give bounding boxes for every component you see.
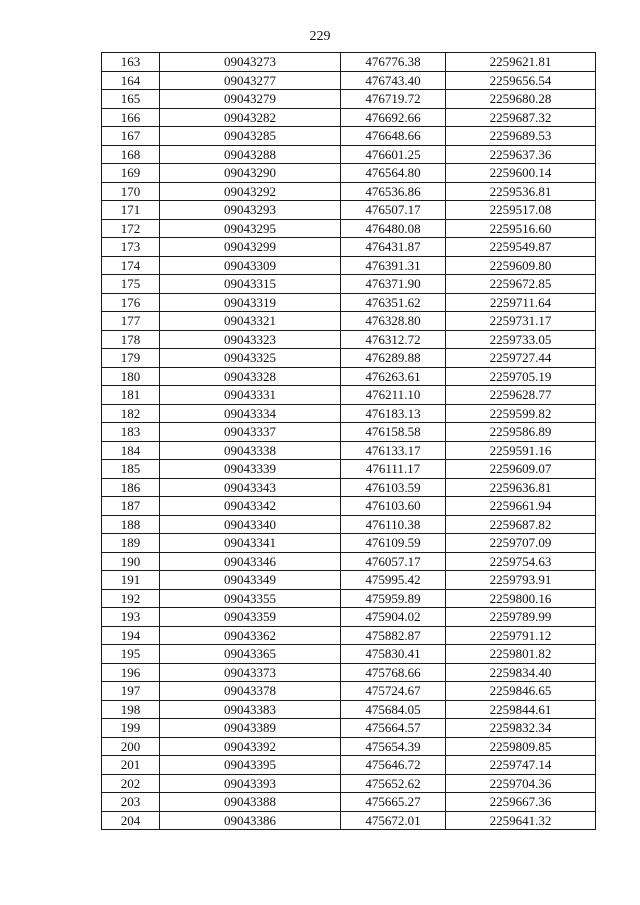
- point-id-cell: 09043277: [160, 71, 341, 90]
- x-coordinate-cell: 476601.25: [341, 145, 446, 164]
- table-row: [102, 108, 596, 127]
- point-id-cell: 09043342: [160, 497, 341, 516]
- row-number-cell: 166: [102, 108, 160, 127]
- table-row: [102, 164, 596, 183]
- y-coordinate-cell: 2259793.91: [446, 571, 596, 590]
- y-coordinate-cell: 2259549.87: [446, 238, 596, 257]
- point-id-cell: 09043319: [160, 293, 341, 312]
- point-id-cell: 09043339: [160, 460, 341, 479]
- point-id-cell: 09043359: [160, 608, 341, 627]
- y-coordinate-cell: 2259689.53: [446, 127, 596, 146]
- table-row: [102, 515, 596, 534]
- point-id-cell: 09043337: [160, 423, 341, 442]
- table-row: [102, 478, 596, 497]
- y-coordinate-cell: 2259844.61: [446, 700, 596, 719]
- row-number-cell: 165: [102, 90, 160, 109]
- row-number-cell: 192: [102, 589, 160, 608]
- table-row: [102, 571, 596, 590]
- row-number-cell: 203: [102, 793, 160, 812]
- y-coordinate-cell: 2259586.89: [446, 423, 596, 442]
- point-id-cell: 09043315: [160, 275, 341, 294]
- table-row: [102, 330, 596, 349]
- y-coordinate-cell: 2259733.05: [446, 330, 596, 349]
- x-coordinate-cell: 476312.72: [341, 330, 446, 349]
- row-number-cell: 183: [102, 423, 160, 442]
- row-number-cell: 179: [102, 349, 160, 368]
- y-coordinate-cell: 2259747.14: [446, 756, 596, 775]
- table-row: [102, 756, 596, 775]
- row-number-cell: 190: [102, 552, 160, 571]
- table-row: [102, 626, 596, 645]
- point-id-cell: 09043393: [160, 774, 341, 793]
- point-id-cell: 09043285: [160, 127, 341, 146]
- row-number-cell: 167: [102, 127, 160, 146]
- y-coordinate-cell: 2259789.99: [446, 608, 596, 627]
- y-coordinate-cell: 2259636.81: [446, 478, 596, 497]
- point-id-cell: 09043323: [160, 330, 341, 349]
- x-coordinate-cell: 476564.80: [341, 164, 446, 183]
- point-id-cell: 09043373: [160, 663, 341, 682]
- y-coordinate-cell: 2259754.63: [446, 552, 596, 571]
- row-number-cell: 185: [102, 460, 160, 479]
- row-number-cell: 201: [102, 756, 160, 775]
- point-id-cell: 09043340: [160, 515, 341, 534]
- x-coordinate-cell: 475724.67: [341, 682, 446, 701]
- coordinates-table-body: [102, 53, 596, 830]
- y-coordinate-cell: 2259834.40: [446, 663, 596, 682]
- table-row: [102, 127, 596, 146]
- point-id-cell: 09043282: [160, 108, 341, 127]
- x-coordinate-cell: 476480.08: [341, 219, 446, 238]
- y-coordinate-cell: 2259809.85: [446, 737, 596, 756]
- x-coordinate-cell: 475684.05: [341, 700, 446, 719]
- x-coordinate-cell: 475672.01: [341, 811, 446, 830]
- table-row: [102, 71, 596, 90]
- row-number-cell: 193: [102, 608, 160, 627]
- x-coordinate-cell: 475768.66: [341, 663, 446, 682]
- table-row: [102, 386, 596, 405]
- y-coordinate-cell: 2259731.17: [446, 312, 596, 331]
- coordinates-table: [101, 52, 596, 830]
- table-row: [102, 737, 596, 756]
- y-coordinate-cell: 2259800.16: [446, 589, 596, 608]
- row-number-cell: 174: [102, 256, 160, 275]
- point-id-cell: 09043338: [160, 441, 341, 460]
- x-coordinate-cell: 476211.10: [341, 386, 446, 405]
- table-row: [102, 793, 596, 812]
- row-number-cell: 176: [102, 293, 160, 312]
- point-id-cell: 09043386: [160, 811, 341, 830]
- point-id-cell: 09043341: [160, 534, 341, 553]
- x-coordinate-cell: 476743.40: [341, 71, 446, 90]
- y-coordinate-cell: 2259609.80: [446, 256, 596, 275]
- point-id-cell: 09043331: [160, 386, 341, 405]
- x-coordinate-cell: 475664.57: [341, 719, 446, 738]
- table-row: [102, 256, 596, 275]
- table-row: [102, 682, 596, 701]
- table-row: [102, 275, 596, 294]
- row-number-cell: 168: [102, 145, 160, 164]
- point-id-cell: 09043378: [160, 682, 341, 701]
- x-coordinate-cell: 476103.59: [341, 478, 446, 497]
- row-number-cell: 198: [102, 700, 160, 719]
- x-coordinate-cell: 476371.90: [341, 275, 446, 294]
- row-number-cell: 195: [102, 645, 160, 664]
- row-number-cell: 187: [102, 497, 160, 516]
- point-id-cell: 09043328: [160, 367, 341, 386]
- table-row: [102, 182, 596, 201]
- y-coordinate-cell: 2259707.09: [446, 534, 596, 553]
- y-coordinate-cell: 2259705.19: [446, 367, 596, 386]
- x-coordinate-cell: 476289.88: [341, 349, 446, 368]
- table-row: [102, 238, 596, 257]
- y-coordinate-cell: 2259687.82: [446, 515, 596, 534]
- table-row: [102, 349, 596, 368]
- y-coordinate-cell: 2259516.60: [446, 219, 596, 238]
- row-number-cell: 189: [102, 534, 160, 553]
- point-id-cell: 09043365: [160, 645, 341, 664]
- y-coordinate-cell: 2259846.65: [446, 682, 596, 701]
- table-row: [102, 552, 596, 571]
- y-coordinate-cell: 2259628.77: [446, 386, 596, 405]
- table-row: [102, 774, 596, 793]
- table-row: [102, 423, 596, 442]
- row-number-cell: 163: [102, 53, 160, 72]
- y-coordinate-cell: 2259637.36: [446, 145, 596, 164]
- point-id-cell: 09043346: [160, 552, 341, 571]
- point-id-cell: 09043292: [160, 182, 341, 201]
- x-coordinate-cell: 476536.86: [341, 182, 446, 201]
- row-number-cell: 164: [102, 71, 160, 90]
- row-number-cell: 182: [102, 404, 160, 423]
- page-number: 229: [309, 29, 331, 44]
- point-id-cell: 09043290: [160, 164, 341, 183]
- point-id-cell: 09043279: [160, 90, 341, 109]
- row-number-cell: 199: [102, 719, 160, 738]
- row-number-cell: 172: [102, 219, 160, 238]
- x-coordinate-cell: 476111.17: [341, 460, 446, 479]
- row-number-cell: 202: [102, 774, 160, 793]
- point-id-cell: 09043343: [160, 478, 341, 497]
- x-coordinate-cell: 476692.66: [341, 108, 446, 127]
- point-id-cell: 09043325: [160, 349, 341, 368]
- row-number-cell: 173: [102, 238, 160, 257]
- point-id-cell: 09043395: [160, 756, 341, 775]
- table-row: [102, 293, 596, 312]
- table-row: [102, 441, 596, 460]
- table-row: [102, 719, 596, 738]
- table-row: [102, 534, 596, 553]
- x-coordinate-cell: 475646.72: [341, 756, 446, 775]
- point-id-cell: 09043362: [160, 626, 341, 645]
- point-id-cell: 09043349: [160, 571, 341, 590]
- row-number-cell: 191: [102, 571, 160, 590]
- table-row: [102, 404, 596, 423]
- point-id-cell: 09043388: [160, 793, 341, 812]
- y-coordinate-cell: 2259599.82: [446, 404, 596, 423]
- row-number-cell: 178: [102, 330, 160, 349]
- point-id-cell: 09043392: [160, 737, 341, 756]
- x-coordinate-cell: 475665.27: [341, 793, 446, 812]
- table-row: [102, 367, 596, 386]
- point-id-cell: 09043383: [160, 700, 341, 719]
- y-coordinate-cell: 2259656.54: [446, 71, 596, 90]
- row-number-cell: 175: [102, 275, 160, 294]
- point-id-cell: 09043355: [160, 589, 341, 608]
- table-row: [102, 589, 596, 608]
- y-coordinate-cell: 2259517.08: [446, 201, 596, 220]
- point-id-cell: 09043295: [160, 219, 341, 238]
- table-row: [102, 145, 596, 164]
- y-coordinate-cell: 2259704.36: [446, 774, 596, 793]
- x-coordinate-cell: 476133.17: [341, 441, 446, 460]
- x-coordinate-cell: 476109.59: [341, 534, 446, 553]
- row-number-cell: 186: [102, 478, 160, 497]
- row-number-cell: 180: [102, 367, 160, 386]
- row-number-cell: 177: [102, 312, 160, 331]
- row-number-cell: 171: [102, 201, 160, 220]
- x-coordinate-cell: 476507.17: [341, 201, 446, 220]
- y-coordinate-cell: 2259667.36: [446, 793, 596, 812]
- x-coordinate-cell: 476103.60: [341, 497, 446, 516]
- x-coordinate-cell: 475995.42: [341, 571, 446, 590]
- x-coordinate-cell: 476648.66: [341, 127, 446, 146]
- y-coordinate-cell: 2259536.81: [446, 182, 596, 201]
- point-id-cell: 09043299: [160, 238, 341, 257]
- x-coordinate-cell: 475882.87: [341, 626, 446, 645]
- x-coordinate-cell: 476057.17: [341, 552, 446, 571]
- point-id-cell: 09043309: [160, 256, 341, 275]
- x-coordinate-cell: 476263.61: [341, 367, 446, 386]
- x-coordinate-cell: 475654.39: [341, 737, 446, 756]
- table-row: [102, 497, 596, 516]
- y-coordinate-cell: 2259621.81: [446, 53, 596, 72]
- x-coordinate-cell: 476776.38: [341, 53, 446, 72]
- y-coordinate-cell: 2259791.12: [446, 626, 596, 645]
- x-coordinate-cell: 475959.89: [341, 589, 446, 608]
- point-id-cell: 09043288: [160, 145, 341, 164]
- y-coordinate-cell: 2259672.85: [446, 275, 596, 294]
- x-coordinate-cell: 476158.58: [341, 423, 446, 442]
- x-coordinate-cell: 476431.87: [341, 238, 446, 257]
- point-id-cell: 09043293: [160, 201, 341, 220]
- point-id-cell: 09043334: [160, 404, 341, 423]
- row-number-cell: 188: [102, 515, 160, 534]
- row-number-cell: 196: [102, 663, 160, 682]
- row-number-cell: 169: [102, 164, 160, 183]
- table-row: [102, 312, 596, 331]
- x-coordinate-cell: 476719.72: [341, 90, 446, 109]
- y-coordinate-cell: 2259591.16: [446, 441, 596, 460]
- table-row: [102, 460, 596, 479]
- x-coordinate-cell: 476351.62: [341, 293, 446, 312]
- x-coordinate-cell: 476183.13: [341, 404, 446, 423]
- y-coordinate-cell: 2259661.94: [446, 497, 596, 516]
- row-number-cell: 197: [102, 682, 160, 701]
- row-number-cell: 194: [102, 626, 160, 645]
- table-row: [102, 700, 596, 719]
- x-coordinate-cell: 475904.02: [341, 608, 446, 627]
- x-coordinate-cell: 475652.62: [341, 774, 446, 793]
- y-coordinate-cell: 2259711.64: [446, 293, 596, 312]
- table-row: [102, 53, 596, 72]
- table-row: [102, 663, 596, 682]
- y-coordinate-cell: 2259641.32: [446, 811, 596, 830]
- table-row: [102, 608, 596, 627]
- x-coordinate-cell: 476110.38: [341, 515, 446, 534]
- y-coordinate-cell: 2259687.32: [446, 108, 596, 127]
- row-number-cell: 181: [102, 386, 160, 405]
- table-row: [102, 219, 596, 238]
- y-coordinate-cell: 2259609.07: [446, 460, 596, 479]
- y-coordinate-cell: 2259801.82: [446, 645, 596, 664]
- row-number-cell: 200: [102, 737, 160, 756]
- x-coordinate-cell: 476391.31: [341, 256, 446, 275]
- x-coordinate-cell: 476328.80: [341, 312, 446, 331]
- y-coordinate-cell: 2259832.34: [446, 719, 596, 738]
- row-number-cell: 170: [102, 182, 160, 201]
- x-coordinate-cell: 475830.41: [341, 645, 446, 664]
- table-row: [102, 811, 596, 830]
- y-coordinate-cell: 2259727.44: [446, 349, 596, 368]
- row-number-cell: 184: [102, 441, 160, 460]
- row-number-cell: 204: [102, 811, 160, 830]
- y-coordinate-cell: 2259600.14: [446, 164, 596, 183]
- y-coordinate-cell: 2259680.28: [446, 90, 596, 109]
- table-row: [102, 201, 596, 220]
- point-id-cell: 09043389: [160, 719, 341, 738]
- point-id-cell: 09043273: [160, 53, 341, 72]
- point-id-cell: 09043321: [160, 312, 341, 331]
- table-row: [102, 645, 596, 664]
- table-row: [102, 90, 596, 109]
